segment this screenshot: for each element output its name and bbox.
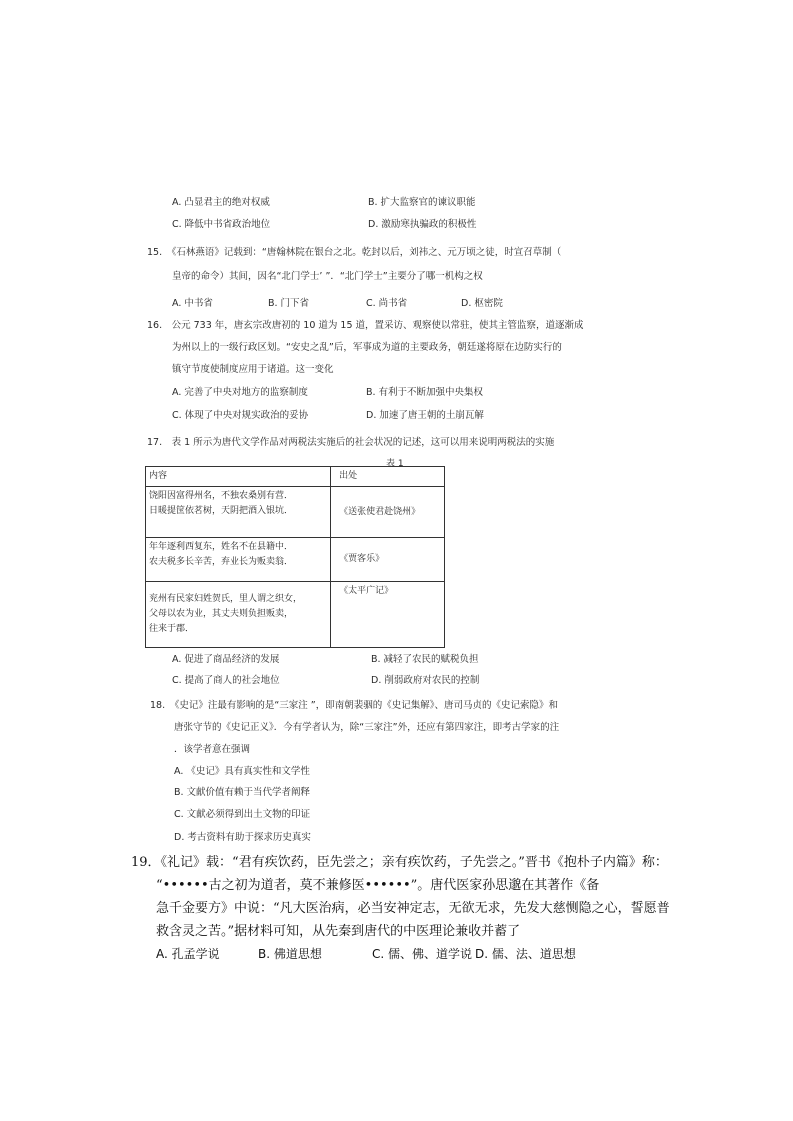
q17-option-b: B. 减轻了农民的赋税负担 [371,654,479,665]
q19-option-b: B. 佛道思想 [258,947,322,961]
q17-option-a: A. 促进了商品经济的发展 [172,654,280,665]
q19-stem-line4: 救含灵之苦。”据材料可知，从先秦到唐代的中医理论兼收并蓄了 [156,924,521,939]
q18-option-c: C. 文献必须得到出土文物的印证 [174,809,311,820]
table-header-content: 内容 [146,467,331,487]
table-caption: 表 1 [386,459,404,469]
q14-option-b: B. 扩大监察官的谏议职能 [368,197,476,208]
q16-stem-line3: 镇守节度使制度应用于诸道。这一变化 [172,364,334,375]
table-cell-content [146,538,331,582]
table-header-row [146,467,445,487]
q19-stem-line2: “••••••古之初为道者，莫不兼修医••••••”。唐代医家孙思邈在其著作《备 [156,878,600,893]
table-cell-line: 日暖提筐依茗树，天阴把酒入银坑． [149,506,294,516]
q15-stem-line1: 15. 《石林燕语》记载到：“唐翰林院在银台之北。乾封以后，刘祎之、元万顷之徒，时宣召草制（ [147,247,562,258]
table-header-source: 出处 [331,467,445,487]
source-title: 《贾客乐》 [339,554,385,564]
table-cell-source [331,487,445,538]
q19-option-a: A. 孔孟学说 [156,947,220,961]
table-cell-source [331,582,445,648]
table-row [146,582,445,648]
table-cell-line: 往来于郡． [149,624,195,634]
table-cell-line: 兖州有民家妇姓贺氏，里人谓之织女， [149,594,303,604]
q18-option-a: A. 《史记》具有真实性和文学性 [174,766,310,777]
q15-stem-line2: 皇帝的命令）其间，因名“北门学士’ ”．“北门学士”主要分了哪一机构之权 [172,271,483,282]
source-title: 《送张使君赴饶州》 [339,506,421,517]
q19-stem-line3: 急千金要方》中说：“凡大医治病，必当安神定志，无欲无求，先发大慈恻隐之心，誓愿普 [156,901,670,916]
q14-option-c: C. 降低中书省政治地位 [172,219,271,230]
q17-option-d: D. 削弱政府对农民的控制 [371,675,480,686]
q17-option-c: C. 提高了商人的社会地位 [172,675,280,686]
table-cell-line: 农夫税多长辛苦，弃业长为贩卖翁． [149,557,294,567]
table-cell-line: 饶阳因富得州名，不独农桑别有营． [149,491,294,501]
table-cell-content [146,582,331,648]
source-title: 《太平广记》 [339,586,394,596]
q19-stem-line1: 19．《礼记》载：“君有疾饮药，臣先尝之；亲有疾饮药，子先尝之。”晋书《抱朴子内篇》称： [131,855,668,870]
q15-option-a: A. 中书省 [172,298,213,309]
q16-option-a: A. 完善了中央对地方的监察制度 [172,387,308,398]
q15-option-d: D. 枢密院 [461,298,503,309]
q17-stem: 17. 表 1 所示为唐代文学作品对两税法实施后的社会状况的记述，这可以用来说明两税法的实施 [147,437,555,448]
q14-option-d: D. 激励寒执骗政的积极性 [368,219,477,230]
q18-stem-line3: ．该学者意在强调 [174,744,251,755]
q16-option-b: B. 有利于不断加强中央集权 [366,387,484,398]
q16-stem-line2: 为州以上的一级行政区划。“安史之乱”后，军事成为道的主要政务，朝廷遂将原在边防实行的 [172,342,562,353]
table-cell-content [146,487,331,538]
q18-option-b: B. 文献价值有赖于当代学者阐释 [174,787,311,798]
q15-option-c: C. 尚书省 [366,298,408,309]
q19-option-d: D. 儒、法、道思想 [475,947,576,961]
q16-stem-line1: 16. 公元 733 年，唐玄宗改唐初的 10 道为 15 道，置采访、观察使以常驻，使其主管监察，道逐渐成 [147,320,584,331]
table-cell-line: 年年逐利西复东，姓名不在县籍中． [149,542,294,552]
table-cell-source [331,538,445,582]
table-row [146,487,445,538]
q18-option-d: D. 考古资料有助于探求历史真实 [174,832,311,843]
q18-stem-line2: 唐张守节的《史记正义》．今有学者认为，除“三家注”外，还应有第四家注，即考古学家的注 [174,722,560,733]
q19-option-c: C. 儒、佛、道学说 [372,947,473,961]
q14-option-a: A. 凸显君主的绝对权威 [172,197,270,208]
q16-option-c: C. 体现了中央对规实政治的妥协 [172,410,309,421]
q15-option-b: B. 门下省 [268,298,310,309]
table-cell-line: 父母以农为业，其丈夫则负担贩卖， [149,609,294,619]
table-row [146,538,445,582]
q17-table [145,466,445,648]
q18-stem-line1: 18. 《史记》注最有影响的是“三家注 ”，即南朝裴骃的《史记集解》、唐司马贞的《史记索隐》和 [150,700,558,711]
q16-option-d: D. 加速了唐王朝的土崩瓦解 [366,410,484,421]
